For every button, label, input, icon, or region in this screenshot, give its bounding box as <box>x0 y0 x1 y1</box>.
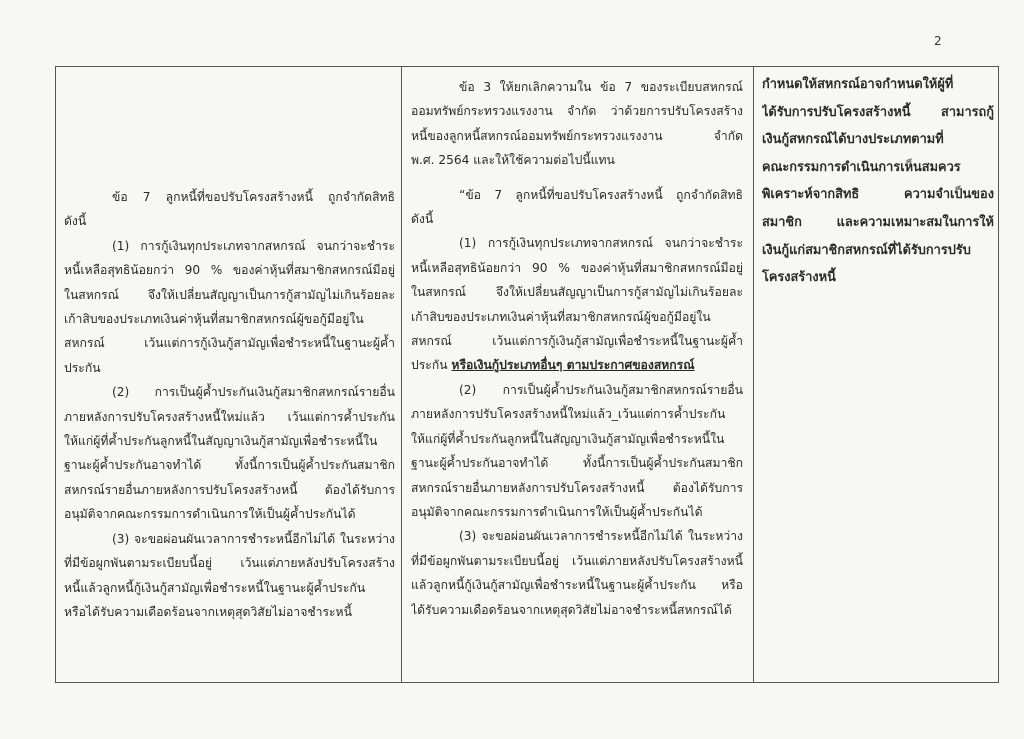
text-line-content: ภายหลังการปรับโครงสร้างหนี้ใหม่แล้ว_เว้นแต่การค้ำประกัน <box>411 407 726 422</box>
text-line <box>411 75 743 99</box>
text-line-content: ฐานะผู้ค้ำประกันอาจทำได้ ทั้งนี้การเป็นผู้ค้ำประกันสมาชิก <box>411 456 743 471</box>
text-line-content: สหกรณ์ เว้นแต่การกู้เงินกู้สามัญเพื่อชำระหนี้ในฐานะผู้ค้ำ <box>64 336 395 351</box>
text-line-content: สหกรณ์รายอื่นภายหลังการปรับโครงสร้างหนี้ ต้องได้รับการ <box>411 480 743 495</box>
text-line-content: ข้อ 7 ลูกหนี้ที่ขอปรับโครงสร้างหนี้ ถูกจำกัดสิทธิ <box>112 190 395 204</box>
text-line-content: เก้าสิบของประเภทเงินค่าหุ้นที่สมาชิกสหกรณ์ผู้ขอกู้มีอยู่ใน <box>64 312 364 327</box>
text-line-content: ฐานะผู้ค้ำประกันอาจทำได้ ทั้งนี้การเป็นผู้ค้ำประกันสมาชิก <box>64 458 395 473</box>
text-line <box>64 380 395 404</box>
text-line <box>762 126 994 154</box>
text-line-content: ในสหกรณ์ จึงให้เปลี่ยนสัญญาเป็นการกู้สามัญไม่เกินร้อยละ <box>411 285 743 300</box>
text-line <box>64 258 395 282</box>
text-line-content: (2) การเป็นผู้ค้ำประกันเงินกู้สมาชิกสหกรณ์รายอื่น <box>459 382 743 397</box>
text-line <box>411 280 743 304</box>
comparison-table <box>55 66 999 683</box>
text-line-content: ประกัน <box>411 358 452 373</box>
text-line-content: สมาชิก และความเหมาะสมในการให้ <box>762 214 994 230</box>
text-line-content: ได้รับการปรับโครงสร้างหนี้ สามารถกู้ <box>762 104 994 120</box>
text-line-content: อนุมัติจากคณะกรรมการดำเนินการให้เป็นผู้ค้ำประกันได้ <box>64 507 356 522</box>
text-line-content: ข้อ 3 ให้ยกเลิกความใน ข้อ 7 ของระเบียบสหกรณ์ <box>459 80 743 94</box>
text-line-content: (1) การกู้เงินทุกประเภทจากสหกรณ์ จนกว่าจะชำระ <box>112 238 395 253</box>
text-line <box>411 99 743 123</box>
text-line <box>762 71 994 99</box>
text-line-content: ดังนี้ <box>64 214 87 229</box>
text-line-content: อนุมัติจากคณะกรรมการดำเนินการให้เป็นผู้ค้ำประกันได้ <box>411 504 703 519</box>
text-line <box>64 429 395 453</box>
text-line-content: หรือได้รับความเดือดร้อนจากเหตุสุดวิสัยไม่อาจชำระหนี้ <box>64 604 352 619</box>
text-line-content: กำหนดให้สหกรณ์อาจกำหนดให้ผู้ที่ <box>762 77 954 92</box>
text-line <box>762 237 994 265</box>
text-line-content: หนี้แล้วลูกหนี้กู้เงินกู้สามัญเพื่อชำระหนี้ในฐานะผู้ค้ำประกัน <box>64 580 366 595</box>
text-line <box>411 476 743 500</box>
text-line <box>64 234 395 258</box>
text-line <box>762 264 994 292</box>
text-line <box>411 183 743 207</box>
text-line-content: ที่มีข้อผูกพันตามระเบียบนี้อยู่ เว้นแต่ภายหลังปรับโครงสร้าง <box>64 556 395 571</box>
text-line-content: หนี้เหลือสุทธิน้อยกว่า 90 % ของค่าหุ้นที่สมาชิกสหกรณ์มีอยู่ <box>64 263 395 278</box>
text-line <box>64 331 395 355</box>
text-line-content: ที่มีข้อผูกพันตามระเบียบนี้อยู่ เว้นแต่ภายหลังปรับโครงสร้างหนี้ <box>411 553 743 568</box>
text-line <box>64 502 395 526</box>
text-line <box>411 451 743 475</box>
text-line <box>64 283 395 307</box>
text-line <box>411 549 743 573</box>
text-line-content: แล้วลูกหนี้กู้เงินกู้สามัญเพื่อชำระหนี้ในฐานะผู้ค้ำประกัน หรือ <box>411 578 743 593</box>
text-line-content: เงินกู้แก่สมาชิกสหกรณ์ที่ได้รับการปรับ <box>762 242 971 258</box>
text-line-content: ภายหลังการปรับโครงสร้างหนี้ใหม่แล้ว เว้นแต่การค้ำประกัน <box>64 409 395 424</box>
text-line-content: (1) การกู้เงินทุกประเภทจากสหกรณ์ จนกว่าจะชำระ <box>459 236 743 251</box>
text-line-content: คณะกรรมการดำเนินการเห็นสมควร <box>762 159 961 175</box>
text-line <box>411 524 743 548</box>
text-line-content: ได้รับความเดือดร้อนจากเหตุสุดวิสัยไม่อาจชำระหนี้สหกรณ์ได้ <box>411 602 732 617</box>
text-line <box>411 427 743 451</box>
text-line-content: สหกรณ์รายอื่นภายหลังการปรับโครงสร้างหนี้ ต้องได้รับการ <box>64 482 395 497</box>
text-line <box>411 353 743 377</box>
text-line <box>411 573 743 597</box>
text-line-content: สหกรณ์ เว้นแต่การกู้เงินกู้สามัญเพื่อชำระหนี้ในฐานะผู้ค้ำ <box>411 334 743 349</box>
text-line <box>64 478 395 502</box>
text-line-content: ประกัน <box>64 360 101 375</box>
text-line <box>64 600 395 624</box>
text-line-content: เก้าสิบของประเภทเงินค่าหุ้นที่สมาชิกสหกรณ์ผู้ขอกู้มีอยู่ใน <box>411 309 711 324</box>
text-line-content: ให้แก่ผู้ที่ค้ำประกันลูกหนี้ในสัญญาเงินกู้สามัญเพื่อชำระหนี้ใน <box>411 431 725 446</box>
text-line-content: พ.ศ. 2564 และให้ใช้ความต่อไปนี้แทน <box>411 153 615 168</box>
text-line <box>762 154 994 182</box>
text-line-content: ออมทรัพย์กระทรวงแรงงาน จำกัด ว่าด้วยการปรับโครงสร้าง <box>411 104 743 119</box>
page-number: 2 <box>934 34 942 48</box>
text-line <box>64 453 395 477</box>
text-line <box>64 307 395 331</box>
text-line <box>64 576 395 600</box>
text-line <box>411 207 743 231</box>
text-line-content: หนี้ของลูกหนี้สหกรณ์ออมทรัพย์กระทรวงแรงงาน จำกัด <box>411 128 743 143</box>
text-line <box>411 402 743 426</box>
text-line <box>762 99 994 127</box>
text-line-content: โครงสร้างหนี้ <box>762 270 836 286</box>
text-line <box>64 356 395 380</box>
text-line <box>411 500 743 524</box>
text-line-content: หนี้เหลือสุทธิน้อยกว่า 90 % ของค่าหุ้นที่สมาชิกสหกรณ์มีอยู่ <box>411 260 743 275</box>
text-line <box>411 148 743 172</box>
text-line-content: (2) การเป็นผู้ค้ำประกันเงินกู้สมาชิกสหกรณ์รายอื่น <box>112 385 395 400</box>
text-line <box>64 185 395 209</box>
text-line <box>411 124 743 148</box>
text-line-content: “ข้อ 7 ลูกหนี้ที่ขอปรับโครงสร้างหนี้ ถูกจำกัดสิทธิ <box>459 187 743 202</box>
text-line <box>64 405 395 429</box>
text-line-content: ให้แก่ผู้ที่ค้ำประกันลูกหนี้ในสัญญาเงินกู้สามัญเพื่อชำระหนี้ใน <box>64 434 378 449</box>
text-line <box>64 551 395 575</box>
text-line <box>411 598 743 622</box>
text-line <box>411 256 743 280</box>
underlined-amendment: หรือเงินกู้ประเภทอื่นๆ ตามประกาศของสหกรณ์ <box>451 358 695 373</box>
text-line <box>411 231 743 255</box>
text-line <box>64 527 395 551</box>
column-reason <box>753 67 998 682</box>
text-line-content: (3) จะขอผ่อนผันเวลาการชำระหนี้อีกไม่ได้ ในระหว่าง <box>459 529 743 544</box>
column-new-text <box>401 67 753 682</box>
column-old-text <box>56 67 401 682</box>
text-line-content: ดังนี้ <box>411 212 434 227</box>
text-line-content: ในสหกรณ์ จึงให้เปลี่ยนสัญญาเป็นการกู้สามัญไม่เกินร้อยละ <box>64 287 395 302</box>
text-line-content: (3) จะขอผ่อนผันเวลาการชำระหนี้อีกไม่ได้ ในระหว่าง <box>112 531 395 546</box>
text-line <box>762 209 994 237</box>
text-line-content: พิเคราะห์จากสิทธิ ความจำเป็นของ <box>762 187 994 203</box>
text-line <box>411 329 743 353</box>
text-line-content: เงินกู้สหกรณ์ได้บางประเภทตามที่ <box>762 132 944 148</box>
text-line <box>64 209 395 233</box>
text-line <box>762 181 994 209</box>
text-line <box>411 305 743 329</box>
text-line <box>411 378 743 402</box>
